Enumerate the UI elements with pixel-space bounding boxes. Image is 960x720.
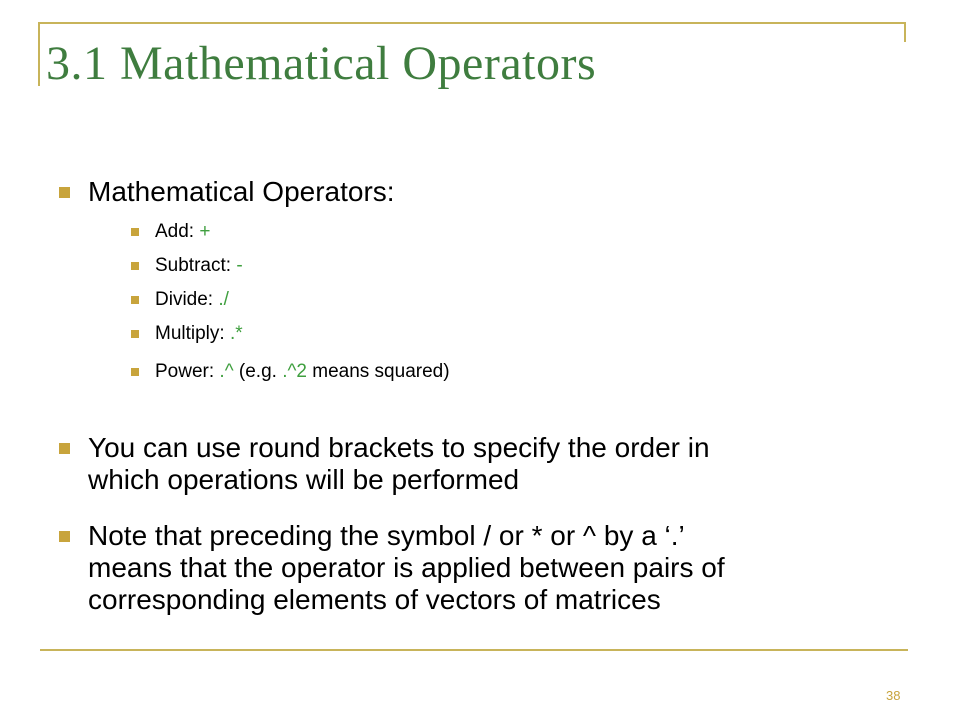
operator-symbol: .*: [229, 323, 243, 344]
operator-symbol: .^: [219, 361, 234, 382]
sub-bullet-square-icon: [131, 368, 139, 376]
bullet-square-icon: [59, 187, 70, 198]
frame-top-border: [38, 22, 904, 24]
bullet-text-line: which operations will be performed: [88, 464, 520, 495]
operator-symbol: ./: [218, 289, 229, 310]
sub-bullet-add: [155, 221, 210, 243]
example-suffix: means squared): [306, 361, 450, 382]
bullet-square-icon: [59, 443, 70, 454]
bullet-mathematical-operators: [88, 176, 395, 208]
sub-bullet-square-icon: [131, 330, 139, 338]
sub-bullet-label: Add:: [155, 221, 200, 242]
frame-right-border: [904, 22, 906, 42]
bullet-text-line: means that the operator is applied between pairs of: [88, 552, 725, 583]
sub-bullet-label: Subtract:: [155, 255, 237, 276]
sub-bullet-square-icon: [131, 296, 139, 304]
example-prefix: (e.g.: [233, 361, 283, 382]
frame-left-border: [38, 22, 40, 86]
sub-bullet-square-icon: [131, 228, 139, 236]
bullet-square-icon: [59, 531, 70, 542]
operator-symbol: +: [199, 221, 211, 242]
bullet-text-line: You can use round brackets to specify the order in: [88, 432, 710, 463]
sub-bullet-subtract: [155, 255, 243, 277]
slide-title: 3.1 Mathematical Operators: [46, 37, 597, 90]
operator-example: .^2: [282, 361, 307, 382]
bullet-text-line: corresponding elements of vectors of matrices: [88, 584, 661, 615]
sub-bullet-power: [155, 361, 450, 383]
sub-bullet-label: Multiply:: [155, 323, 230, 344]
bullet-text-line: Note that preceding the symbol / or * or ^ by a ‘.’: [88, 520, 685, 551]
bullet-round-brackets: [88, 432, 710, 496]
footer-divider: [40, 649, 908, 651]
sub-bullet-label: Power:: [155, 361, 220, 382]
page-number: 38: [886, 688, 901, 703]
bullet-text: Mathematical Operators:: [88, 176, 395, 207]
sub-bullet-divide: [155, 289, 229, 311]
sub-bullet-label: Divide:: [155, 289, 219, 310]
sub-bullet-square-icon: [131, 262, 139, 270]
bullet-note: [88, 520, 725, 616]
sub-bullet-multiply: [155, 323, 243, 345]
operator-symbol: -: [236, 255, 243, 276]
